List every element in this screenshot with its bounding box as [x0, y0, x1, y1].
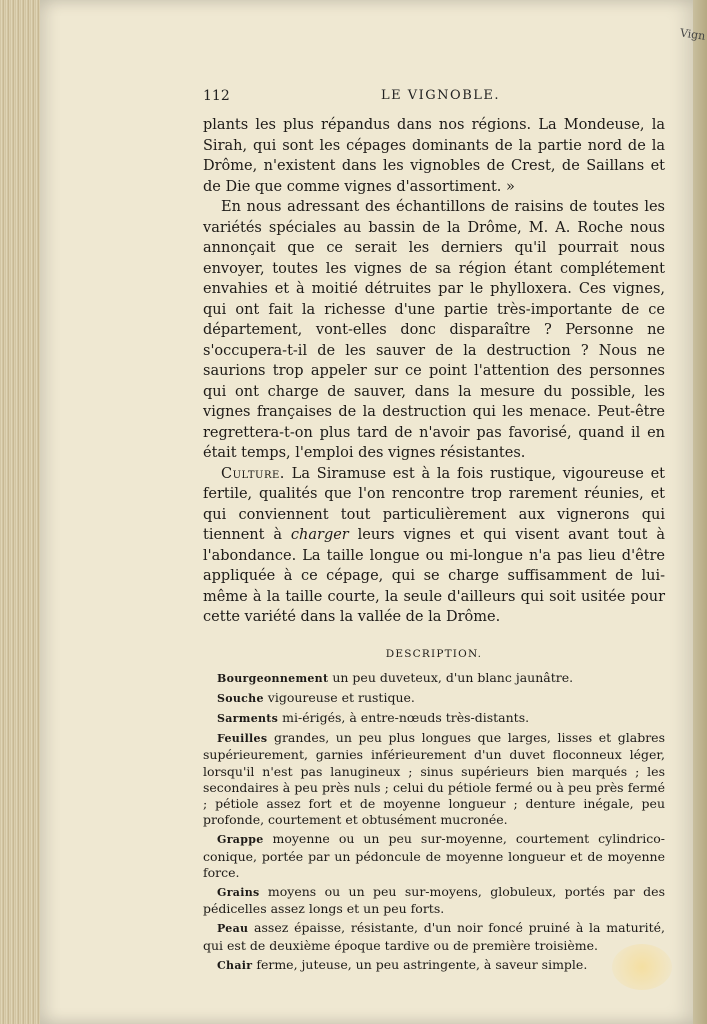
description-item — [203, 831, 665, 881]
description-text: mi-érigés, à entre-nœuds très-distants. — [278, 709, 530, 725]
description-text: vigoureuse et rustique. — [263, 689, 415, 705]
paper-stain — [612, 944, 672, 990]
running-head: LE VIGNOBLE. — [381, 88, 501, 103]
description-term: Sarments — [217, 711, 279, 725]
description-item — [203, 670, 665, 687]
description-term: Bourgeonnement — [217, 671, 329, 685]
description-item — [203, 957, 665, 974]
description-text: moyens ou un peu sur-moyens, globuleux, portés par des pédicelles assez longs et un peu forts. — [203, 883, 665, 917]
description-item — [203, 730, 665, 828]
culture-italic-word: charger — [290, 527, 349, 543]
description-item — [203, 690, 665, 707]
description-item — [203, 710, 665, 727]
description-term: Chair — [217, 958, 253, 972]
paragraph-roche: En nous adressant des échantillons de raisins de toutes les variétés spéciales au bassin de la Drôme, M. A. Roche nous annonçait que ce serait les derniers qu'il pourrait nous envoyer, toutes les vignes de sa région étant complétement envahies et à moitié détruites par le phylloxera. Ces vignes, qui ont fait la richesse d'une partie très-importante de ce département, vont-elles donc disparaître ? Personne ne s'occupera-t-il de les sauver de la destruction ? Nous ne saurions trop appeler sur ce point l'attention des personnes qui ont charge de sauver, dans la mesure du possible, les vignes françaises de la destruction qui les menace. Peut-être regrettera-t-on plus tard de n'avoir pas favorisé, quand il en était temps, l'emploi des vignes résistantes. — [203, 199, 665, 461]
culture-text-before: La Siramuse est à la fois rustique, vigoureuse et fertile, qualités que l'on rencontre trop rarement réunies, et qui conviennent tout particulièrement aux vignerons qui tiennent à — [203, 465, 665, 543]
page-header — [203, 88, 663, 108]
description-item — [203, 884, 665, 917]
description-term: Feuilles — [217, 732, 268, 746]
culture-text-after: leurs vignes et qui visent avant tout à l'abondance. La taille longue ou mi-longue n'a pas lieu d'être appliquée à ce cépage, qui se charge suffisamment de lui-même à la taille courte, la seule d'ailleurs qui soit usitée pour cette variété dans la vallée de la Drôme. — [203, 527, 665, 625]
culture-paragraph — [203, 464, 665, 628]
description-term: Souche — [217, 691, 264, 705]
description-text: assez épaisse, résistante, d'un noir foncé pruiné à la maturité, qui est de deuxième époque tardive ou de première troisième. — [203, 920, 665, 953]
next-page-hint: Vign — [678, 26, 706, 43]
page-number: 112 — [203, 88, 230, 104]
description-title: DESCRIPTION. — [385, 647, 483, 660]
description-text: un peu duveteux, d'un blanc jaunâtre. — [328, 669, 574, 685]
body-text — [203, 115, 665, 974]
description-text: moyenne ou un peu sur-moyenne, courtement cylindrico-conique, portée par un pédoncule de moyenne longueur et de moyenne force. — [203, 831, 665, 880]
culture-label: Culture. — [221, 465, 285, 482]
paragraph-continued: plants les plus répandus dans nos régions. La Mondeuse, la Sirah, qui sont les cépages dominants de la partie nord de la Drôme, n'existent dans les vignobles de Crest, de Saillans et de Die que comme vignes d'assortiment. » — [203, 117, 665, 195]
next-page-edge — [693, 0, 707, 1024]
description-text: ferme, juteuse, un peu astringente, à saveur simple. — [252, 956, 588, 972]
description-text: grandes, un peu plus longues que larges, lisses et glabres supérieurement, garnies inférieurement d'un duvet floconneux léger, lorsqu'il n'est pas lanugineux ; sinus supérieurs bien marqués ; les secondaires à peu près nuls ; celui du pétiole fermé ou à peu près fermé ; pétiole assez fort et de moyenne longueur ; denture inégale, peu profonde, courtement et obtusément mucronée. — [203, 730, 665, 828]
description-term: Grappe — [217, 833, 264, 847]
description-term: Grains — [217, 885, 260, 899]
description-item — [203, 920, 665, 953]
description-term: Peau — [217, 922, 249, 936]
